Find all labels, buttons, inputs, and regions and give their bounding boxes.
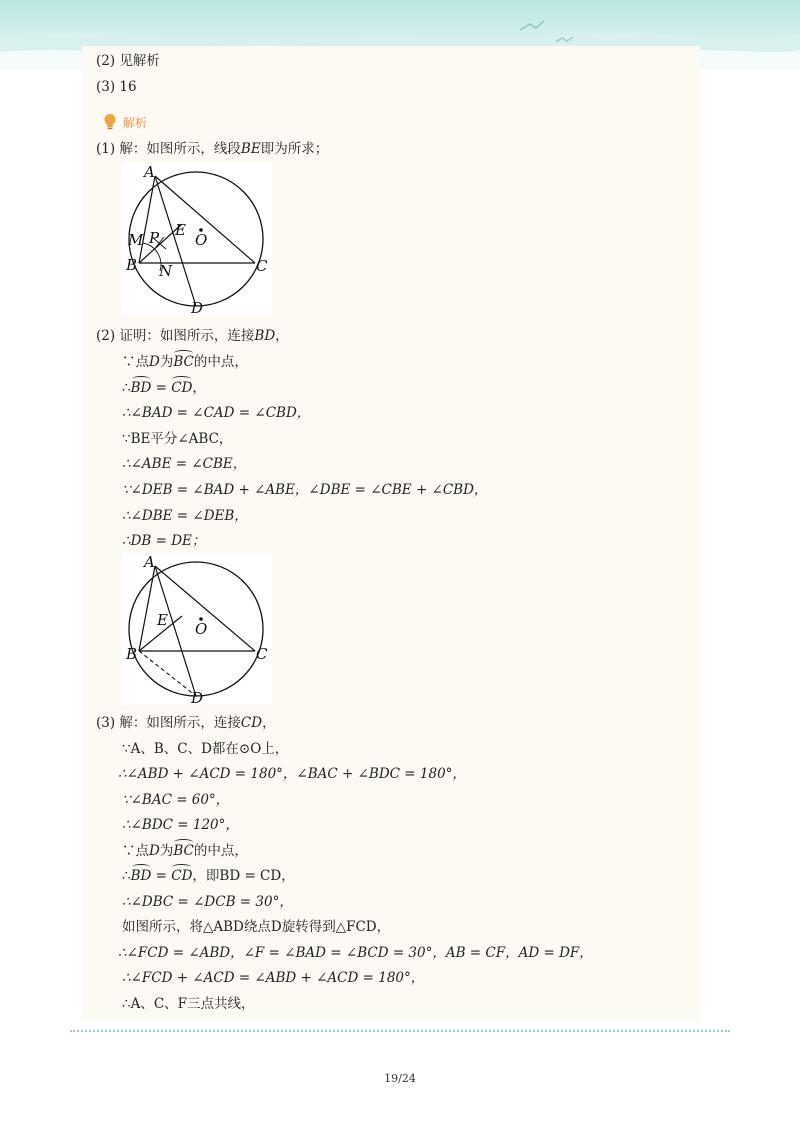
- part2-line-4: ∵BE平分∠ABC，: [122, 431, 233, 447]
- part2-l2-arc-cd: CD: [171, 380, 193, 396]
- part2-line-2: [122, 379, 206, 397]
- fig1-label-b: B: [126, 256, 138, 274]
- part3-line-5: [122, 842, 248, 860]
- analysis-label: 解析: [123, 115, 148, 130]
- part3-l6-a: ∴: [122, 868, 131, 884]
- part1-var: BE: [240, 141, 261, 157]
- part3-l6-arc-bd: BD: [130, 868, 152, 884]
- part3-line-0: [96, 714, 276, 732]
- part2-l2-a: ∴: [122, 380, 131, 396]
- part2-l0-prefix: (2) 证明：如图所示，连接: [96, 328, 255, 344]
- fig1-label-o: O: [195, 231, 208, 249]
- fig2-line-ab: [139, 566, 155, 651]
- part3-line-2: ∴∠ABD + ∠ACD = 180°，∠BAC + ∠BDC = 180°，: [118, 766, 466, 782]
- part2-l1-arc: BC: [173, 354, 194, 370]
- page-number: 19/24: [384, 1072, 416, 1085]
- analysis-badge: [103, 112, 147, 132]
- part3-line-10: ∴∠FCD + ∠ACD = ∠ABD + ∠ACD = 180°，: [122, 970, 425, 986]
- figure-1-diagram: [122, 163, 272, 315]
- fig1-label-a: A: [144, 163, 155, 181]
- part3-line-8: 如图所示，将△ABD绕点D旋转得到△FCD，: [122, 919, 391, 935]
- figure-1: [122, 163, 272, 315]
- part3-l0-prefix: (3) 解：如图所示，连接: [96, 715, 241, 731]
- fig2-label-e: E: [157, 611, 168, 629]
- part3-l0-suffix: ，: [262, 715, 276, 731]
- part2-l0-suffix: ，: [275, 328, 289, 344]
- part3-l5-a: ∵点: [122, 843, 149, 859]
- figure-2: [122, 553, 272, 705]
- part3-l5-b: D: [149, 843, 160, 859]
- part2-line-6: ∵∠DEB = ∠BAD + ∠ABE，∠DBE = ∠CBE + ∠CBD，: [122, 482, 488, 498]
- part1-suffix: 即为所求；: [260, 141, 329, 157]
- fig1-label-e: E: [175, 221, 186, 239]
- part2-line-0: [96, 327, 289, 345]
- part3-l5-arc: BC: [173, 843, 194, 859]
- part2-line-8: ∴DB = DE；: [122, 533, 206, 549]
- part2-line-3: ∴∠BAD = ∠CAD = ∠CBD，: [122, 405, 311, 421]
- part3-line-4: ∴∠BDC = 120°，: [122, 817, 239, 833]
- part3-line-9: ∴∠FCD = ∠ABD，∠F = ∠BAD = ∠BCD = 30°，AB = CF，AD = DF，: [118, 945, 593, 961]
- part2-line-7: ∴∠DBE = ∠DEB，: [122, 508, 248, 524]
- part1-line: [96, 140, 328, 158]
- fig2-label-a: A: [144, 553, 155, 571]
- part3-line-3: ∵∠BAC = 60°，: [122, 792, 230, 808]
- fig2-line-ad: [155, 566, 196, 696]
- part2-l1-e: 的中点，: [193, 354, 248, 370]
- part2-line-5: ∴∠ABE = ∠CBE，: [122, 456, 247, 472]
- part2-l2-e: ，: [192, 380, 206, 396]
- part2-line-1: [122, 353, 248, 371]
- part3-l6-eq: =: [151, 868, 172, 884]
- part3-line-11: ∴A、C、F三点共线，: [122, 996, 255, 1012]
- part2-l0-var: BD: [254, 328, 276, 344]
- part2-l1-b: D: [149, 354, 160, 370]
- footer-divider: [70, 1030, 730, 1032]
- lightbulb-icon: [103, 113, 117, 131]
- figure-2-diagram: [122, 553, 272, 705]
- fig1-label-m: M: [128, 231, 144, 249]
- fig2-label-d: D: [191, 689, 204, 705]
- part3-line-1: ∵A、B、C、D都在⊙O上，: [122, 741, 289, 757]
- part3-l6-arc-cd: CD: [171, 868, 193, 884]
- fig1-label-n: N: [159, 262, 173, 280]
- fig2-label-b: B: [126, 645, 138, 663]
- part3-line-6: [122, 867, 295, 885]
- part2-l1-a: ∵点: [122, 354, 149, 370]
- part3-l0-var: CD: [240, 715, 263, 731]
- part3-l5-c: 为: [159, 843, 174, 859]
- part3-l6-e: ，即BD = CD，: [192, 868, 295, 884]
- answer-3: (3) 16: [96, 79, 137, 95]
- fig1-label-d: D: [191, 299, 204, 315]
- part2-l2-eq: =: [151, 380, 172, 396]
- part2-l1-c: 为: [159, 354, 174, 370]
- part1-prefix: (1) 解：如图所示，线段: [96, 141, 241, 157]
- part3-l5-e: 的中点，: [193, 843, 248, 859]
- fig2-label-o: O: [195, 620, 208, 638]
- fig1-label-p: P: [149, 229, 160, 247]
- part3-line-7: ∴∠DBC = ∠DCB = 30°，: [122, 894, 293, 910]
- fig1-label-c: C: [256, 257, 268, 275]
- part2-l2-arc-bd: BD: [130, 380, 152, 396]
- fig2-label-c: C: [256, 645, 268, 663]
- answer-2: (2) 见解析: [96, 53, 160, 69]
